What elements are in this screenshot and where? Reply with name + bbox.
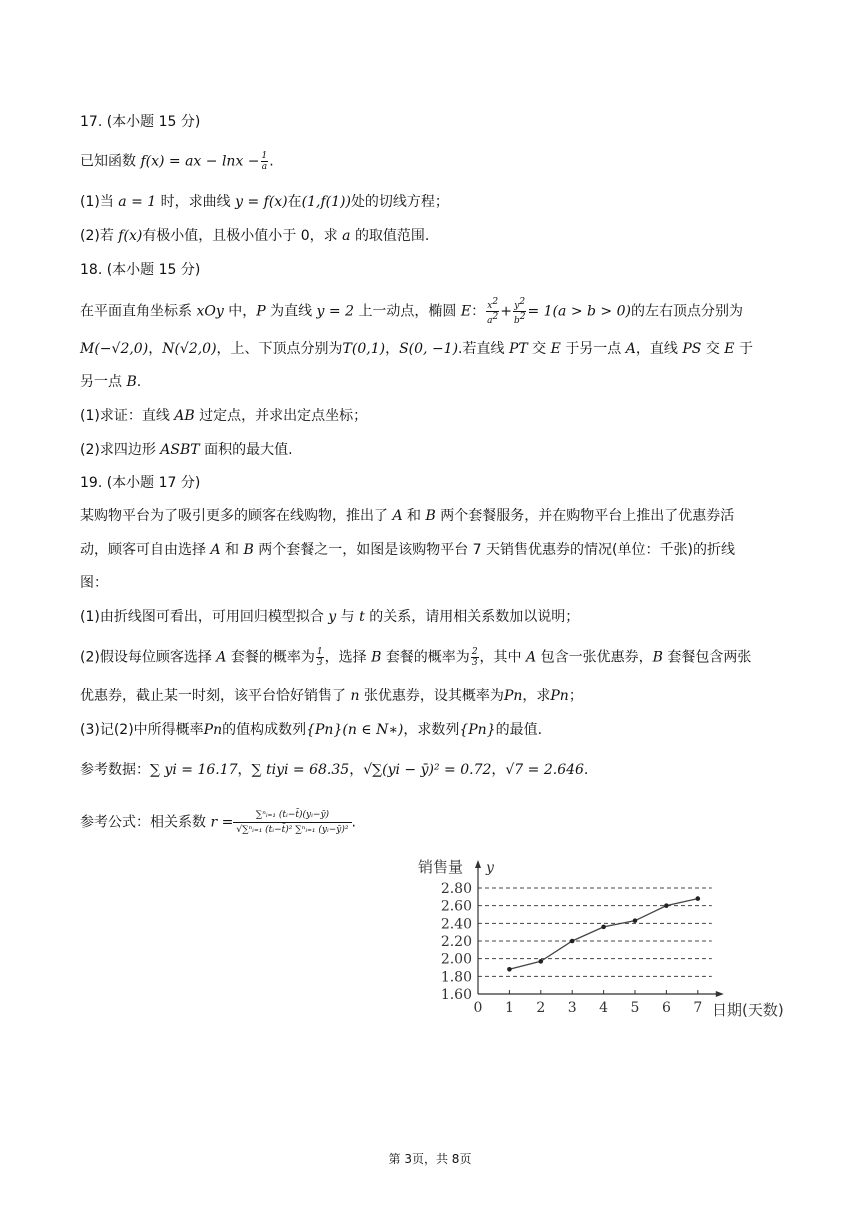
- q19-p1-b: 与: [340, 609, 355, 625]
- q18-l2-c: 交: [532, 341, 547, 357]
- y-tick-label: 1.60: [440, 987, 472, 1003]
- q19-s2-c: 两个套餐之一，如图是该购物平台 7 天销售优惠券的情况(单位：千张)的折线: [258, 542, 735, 558]
- q19-s1-b: 和: [407, 508, 422, 524]
- q18-l1-line: y = 2: [316, 303, 354, 320]
- q18-l2-g: 于: [738, 341, 753, 357]
- q19-stem3: 图：: [80, 575, 108, 591]
- data-point: [570, 939, 575, 944]
- q19-formula-label: 参考公式：相关系数: [80, 814, 206, 831]
- q17-stem: [80, 151, 780, 172]
- q19-s1-B: B: [425, 508, 436, 524]
- q19-header: 19. (本小题 17 分): [80, 475, 201, 491]
- chart-y-symbol: y: [486, 860, 494, 876]
- q18-part2: [80, 440, 780, 460]
- data-point: [696, 896, 701, 901]
- data-point: [601, 925, 606, 930]
- q17-p1-prefix: (1)当: [80, 194, 114, 210]
- chart-tick-labels: [441, 881, 702, 1016]
- q18-l1-P: P: [256, 303, 266, 320]
- x-tick-label: 6: [661, 1000, 671, 1016]
- x-tick-label: 4: [599, 1000, 609, 1016]
- chart-series: [507, 896, 700, 971]
- q18-l1-b: 中，: [228, 303, 257, 320]
- q19-p2l2-Pn2: Pn: [550, 688, 569, 704]
- q18-l1-a: 在平面直角坐标系: [80, 303, 192, 320]
- q17-p1-point: (1,f(1)): [301, 194, 351, 210]
- chart-gridlines: [478, 888, 712, 976]
- q18-l2-b: .若直线: [458, 341, 505, 357]
- q18-l1-c: 为直线: [270, 303, 313, 320]
- q17-p1-at: 在: [287, 194, 302, 210]
- q18-l1-E: E: [460, 303, 472, 320]
- data-point: [664, 903, 669, 908]
- q19-p2-B2: B: [652, 649, 663, 666]
- y-tick-label: 2.40: [440, 916, 472, 933]
- q19-ref-sqrt: √∑(yi − ȳ)² = 0.72: [363, 762, 492, 778]
- q18-part1: [80, 406, 780, 426]
- q19-p2-b: 套餐的概率为: [230, 649, 315, 666]
- q17-frac-den: a: [261, 162, 268, 172]
- q17-p2-f: f(x): [118, 228, 143, 244]
- chart-ylabel: 销售量: [418, 858, 464, 876]
- q19-ref-sqrt7: √7 = 2.646.: [505, 762, 589, 778]
- q18-p1-a: (1)求证：直线: [80, 408, 170, 424]
- q19-part1: [80, 607, 780, 627]
- q17-stem-prefix: 已知函数: [80, 153, 136, 170]
- q18-l3-a: 另一点: [80, 374, 122, 390]
- q19-p2-A2: A: [526, 649, 537, 666]
- q18-l2-M: M(−√2,0): [80, 341, 149, 357]
- q18-y-frac: $\frac{y^2}{b^2}$: [513, 297, 526, 326]
- q18-l2-comma2: ，: [385, 341, 400, 357]
- q17-fraction: [261, 151, 269, 172]
- y-tick-label: 2.00: [440, 951, 472, 968]
- q18-l2-N: N(√2,0): [162, 341, 217, 357]
- q17-header: 17. (本小题 15 分): [80, 114, 201, 130]
- x-tick-label: 1: [504, 1000, 514, 1016]
- q18-l2-e: ，直线: [635, 341, 678, 357]
- q19-p3-a: (3)记(2)中所得概率: [80, 722, 204, 738]
- page-footer: 第 3页，共 8页: [388, 1152, 472, 1166]
- q19-frac-two-thirds: $\frac{2}{3}$: [471, 647, 478, 668]
- q18-l3-end: .: [136, 374, 142, 390]
- q19-p3-seq2: {Pn}: [459, 722, 496, 738]
- q19-part2-line2: [80, 686, 780, 706]
- q19-p2l2-b: 张优惠券，设其概率为: [363, 688, 504, 704]
- q19-p2l2-a: 优惠券，截止某一时刻，该平台恰好销售了: [80, 688, 346, 704]
- q18-l2-f: 交: [705, 341, 720, 357]
- q19-part3: [80, 720, 780, 740]
- q19-reference-data: 参考数据：∑ yi = 16.17，∑ tiyi = 68.35，√∑(yi − ȳ)² = 0.72，√7 = 2.646.: [80, 762, 589, 778]
- q18-l1-eq-tail: = 1(a > b > 0): [527, 303, 631, 320]
- x-tick-label: 2: [536, 1000, 546, 1016]
- q18-line3: [80, 372, 780, 392]
- q19-p2-g: 套餐包含两张: [667, 649, 752, 666]
- q17-part2: [80, 226, 780, 246]
- q19-p2-c: ，选择: [324, 649, 367, 666]
- q19-s2-A: A: [210, 542, 221, 558]
- q17-p1-mid: 时，求曲线: [160, 194, 231, 210]
- q18-line1: 在平面直角坐标系 xOy 中，P 为直线 y = 2 上一动点，椭圆 E： $\frac{x^2}{a^2}$ + $\frac{y^2}{b^2}$ = 1(a > b > 0)的左右顶点分别为: [80, 297, 743, 326]
- data-point: [633, 918, 638, 923]
- q18-l2-a: ，上、下顶点分别为: [216, 341, 343, 357]
- q19-p3-Pn: Pn: [203, 722, 223, 738]
- chart-xlabel: 日期(天数): [712, 1001, 784, 1019]
- y-tick-label: 2.20: [440, 934, 472, 950]
- data-point: [507, 967, 512, 972]
- q19-p2-B: B: [371, 649, 382, 666]
- q17-p2-mid: 有极小值，且极小值小于 0，求: [142, 228, 338, 244]
- q19-s2-b: 和: [225, 542, 240, 558]
- q19-p2l2-c: ，求: [522, 688, 551, 704]
- q18-l2-E2: E: [724, 341, 735, 357]
- q17-p2-end: 的取值范围.: [354, 228, 430, 244]
- q19-s1-a: 某购物平台为了吸引更多的顾客在线购物，推出了: [80, 508, 388, 524]
- q19-formula-denominator: √∑ⁿᵢ₌₁ (tᵢ−t̄)² ∑ⁿᵢ₌₁ (yᵢ−ȳ)²: [236, 825, 349, 835]
- q19-p2-a: (2)假设每位顾客选择: [80, 649, 212, 666]
- q19-p1-y: y: [328, 609, 337, 625]
- q18-p2-Q: ASBT: [160, 442, 200, 458]
- x-tick-label: 5: [630, 1000, 640, 1016]
- q19-s1-A: A: [392, 508, 403, 524]
- q19-p1-a: (1)由折线图可看出，可用回归模型拟合: [80, 609, 324, 625]
- q18-l1-e: 的左右顶点分别为: [630, 303, 743, 320]
- q19-stem2: [80, 540, 780, 560]
- q19-formula-numerator: ∑ⁿᵢ₌₁ (tᵢ−t̄)(yᵢ−ȳ): [233, 808, 351, 823]
- q19-formula-r: r =: [210, 814, 234, 831]
- q19-ref-label: 参考数据：: [80, 762, 150, 778]
- q19-p1-c: 的关系，请用相关系数加以说明；: [369, 609, 580, 625]
- q18-l2-comma1: ，: [148, 341, 163, 357]
- q19-p2l2-Pn: Pn: [503, 688, 523, 704]
- q19-p2-f: 包含一张优惠券，: [540, 649, 653, 666]
- q17-formula: f(x) = ax − lnx −: [140, 153, 260, 170]
- q19-frac-one-third: $\frac{1}{3}$: [316, 647, 323, 668]
- q17-part1: [80, 192, 780, 212]
- q18-l2-A: A: [625, 341, 636, 357]
- q18-l2-d: 于另一点: [565, 341, 622, 357]
- q19-reference-formula: [80, 808, 780, 837]
- q19-p2-e: ，其中: [479, 649, 522, 666]
- q17-p1-cond: a = 1: [118, 194, 157, 210]
- y-axis-arrow: [475, 860, 481, 868]
- q18-l2-T: T(0,1): [342, 341, 386, 357]
- q19-formula-fraction: [233, 808, 351, 837]
- y-tick-label: 2.80: [440, 881, 472, 897]
- q19-p1-t: t: [359, 609, 365, 625]
- q19-p2-d: 套餐的概率为: [385, 649, 470, 666]
- q19-ref-sum1: ∑ yi = 16.17: [150, 762, 238, 778]
- q19-p3-d: 的最值.: [495, 722, 543, 738]
- q17-p2-prefix: (2)若: [80, 228, 114, 244]
- q19-p3-b: 的值构成数列: [222, 722, 307, 738]
- q17-frac-num: 1: [261, 151, 268, 161]
- q17-p1-end: 处的切线方程；: [350, 194, 449, 210]
- q17-p1-curve: y = f(x): [235, 194, 288, 210]
- q18-l1-colon: ：: [471, 303, 486, 320]
- x-axis-arrow: [716, 991, 724, 997]
- q18-l2-PT: PT: [508, 341, 528, 357]
- q19-s2-B: B: [243, 542, 254, 558]
- q18-l2-PS: PS: [682, 341, 702, 357]
- q18-l1-sys: xOy: [196, 303, 224, 320]
- q17-stem-end: .: [269, 153, 274, 170]
- sales-line-chart: [416, 852, 796, 1027]
- q19-formula-end: .: [351, 814, 356, 831]
- q18-line2: [80, 339, 780, 359]
- q19-part2-line1: [80, 647, 780, 668]
- x-tick-label: 3: [567, 1000, 577, 1016]
- q18-l3-B: B: [126, 374, 137, 390]
- q19-p2-A: A: [216, 649, 227, 666]
- q18-l2-E: E: [550, 341, 561, 357]
- q18-x-frac: $\frac{x^2}{a^2}$: [487, 297, 499, 326]
- q18-p1-AB: AB: [174, 408, 195, 424]
- q18-l2-S: S(0, −1): [399, 341, 459, 357]
- q18-p2-a: (2)求四边形: [80, 442, 156, 458]
- q18-p2-b: 面积的最大值.: [204, 442, 293, 458]
- q18-header: 18. (本小题 15 分): [80, 262, 201, 278]
- q19-s1-c: 两个套餐服务，并在购物平台上推出了优惠券活: [440, 508, 735, 524]
- q19-p2l2-n: n: [350, 688, 360, 704]
- q19-ref-sum2: ∑ tiyi = 68.35: [251, 762, 350, 778]
- q19-p3-c: ，求数列: [403, 722, 460, 738]
- x-tick-label: 7: [693, 1000, 703, 1016]
- y-tick-label: 1.80: [440, 969, 472, 986]
- x-tick-label: 0: [473, 1000, 483, 1016]
- y-tick-label: 2.60: [440, 898, 472, 915]
- q19-s2-a: 动，顾客可自由选择: [80, 542, 206, 558]
- q17-p2-var: a: [342, 228, 351, 244]
- data-point: [539, 959, 544, 964]
- q18-p1-b: 过定点，并求出定点坐标；: [199, 408, 368, 424]
- q19-p2l2-d: ；: [568, 688, 583, 704]
- q19-stem1: [80, 506, 780, 526]
- q19-p3-seq: {Pn}(n ∈ N∗): [306, 722, 404, 738]
- q18-l1-d: 上一动点，椭圆: [358, 303, 457, 320]
